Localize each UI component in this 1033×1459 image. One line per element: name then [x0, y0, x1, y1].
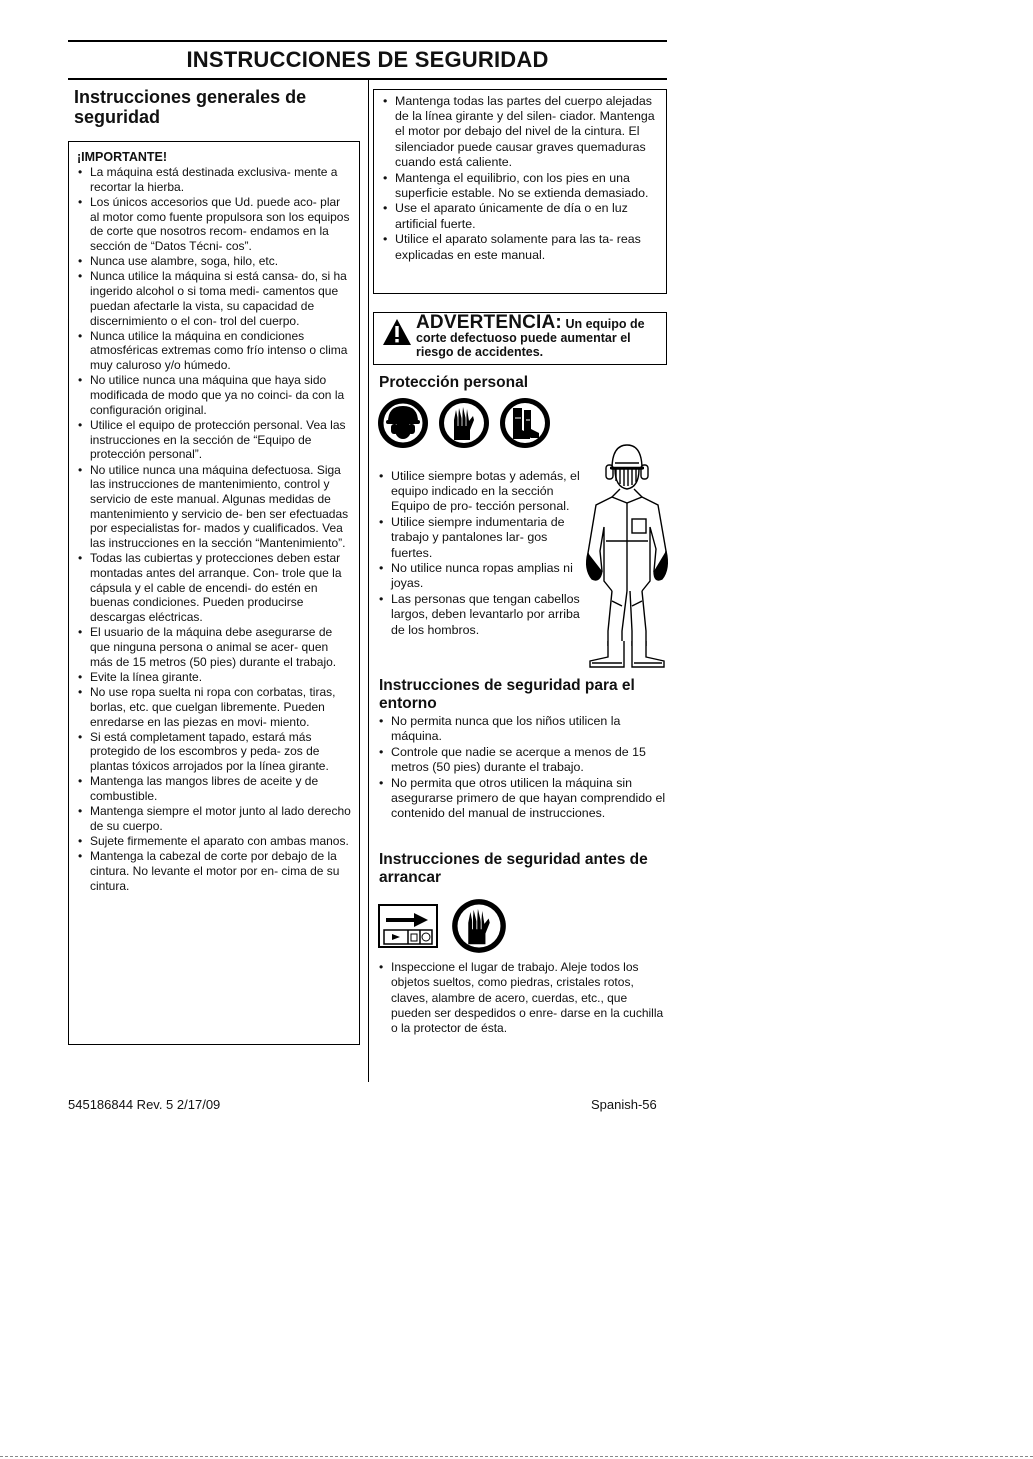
list-item: • Nunca use alambre, soga, hilo, etc.: [77, 254, 351, 269]
part-number: 545186844 Rev. 5 2/17/09: [68, 1097, 221, 1112]
before-start-heading: Instrucciones de seguridad antes de arrancar: [379, 851, 648, 886]
warning-word: ADVERTENCIA:: [416, 312, 562, 333]
before-start-list-wrap: [378, 960, 668, 1037]
before-start-icons: [378, 897, 508, 955]
list-item: • No permita que otros utilicen la máquina sin asegurarse primero de que hayan comprendido el contenido del manual de instrucciones.: [378, 776, 668, 822]
environment-list: [378, 714, 668, 821]
list-item: • Mantenga las mangos libres de aceite y de combustible.: [77, 774, 351, 803]
personal-protection-list-wrap: [378, 469, 588, 638]
personal-protection-list: [378, 469, 588, 638]
environment-safety-heading: Instrucciones de seguridad para el entorno: [379, 677, 635, 712]
list-item: • No utilice nunca una máquina que haya sido modificada de modo que ya no coinci- da con la configuración original.: [77, 373, 351, 417]
warning-box: [373, 312, 667, 365]
general-safety-box: [68, 141, 360, 1045]
list-item: • Utilice siempre indumentaria de trabajo y pantalones lar- gos fuertes.: [378, 515, 588, 561]
list-item: • Nunca utilice la máquina en condiciones atmosféricas extremas como frío intenso o clima muy caluroso y/o húmedo.: [77, 329, 351, 373]
warning-icon: [382, 318, 416, 361]
list-item: • No permita nunca que los niños utilicen la máquina.: [378, 714, 668, 744]
warning-inline-text: Un equipo de: [565, 317, 645, 331]
warning-rest-text: corte defectuoso puede aumentar el riesgo de accidentes.: [416, 331, 631, 359]
gloves-icon: [437, 396, 491, 450]
protected-operator-figure: [582, 441, 672, 676]
list-item: • Sujete firmemente el aparato con ambas manos.: [77, 834, 351, 849]
list-item: • Mantenga el equilibrio, con los pies en una superficie estable. No se extienda demasiado.: [382, 171, 658, 201]
head-protection-icon: [376, 396, 430, 450]
list-item: • Mantenga todas las partes del cuerpo alejadas de la línea girante y del silen- ciador. Mantenga el motor por debajo del nivel de la cintura. El silenciador puede causar graves quemaduras cuando está caliente.: [382, 94, 658, 170]
before-start-list: [378, 960, 668, 1036]
page-header: [68, 40, 667, 80]
list-item: • Controle que nadie se acerque a menos de 15 metros (50 pies) durante el trabajo.: [378, 745, 668, 775]
list-item: • El usuario de la máquina debe asegurarse de que ninguna persona o animal se acer- quen más de 15 metros (50 pies) durante el trabajo.: [77, 625, 351, 669]
list-item: • Si está completament tapado, estará más protegido de los escombros y peda- zos de plantas tóxicos arrojados por la línea girante.: [77, 730, 351, 774]
list-item: • Utilice el aparato solamente para las ta- reas explicadas en este manual.: [382, 232, 658, 262]
important-label: ¡IMPORTANTE!: [77, 150, 168, 164]
list-item: • La máquina está destinada exclusiva- mente a recortar la hierba.: [77, 165, 351, 194]
warning-text: [416, 312, 660, 361]
list-item: • Todas las cubiertas y protecciones deben estar montadas antes del arranque. Con- trole que la cápsula y el cable de encendi- do estén en buenas condiciones. Pueden producirse descargas eléctricas.: [77, 551, 351, 625]
boots-icon: [498, 396, 552, 450]
body-safety-box: [373, 89, 667, 294]
list-item: • Nunca utilice la máquina si está cansa- do, si ha ingerido alcohol o si toma medi- camentos que puedan afectarle la vista, su capacidad de discernimiento o el con- trol del cuerpo.: [77, 269, 351, 328]
list-item: • Las personas que tengan cabellos largos, deben levantarlo por arriba de los hombros.: [378, 592, 588, 638]
general-safety-list: [77, 165, 351, 893]
personal-protection-heading: Protección personal: [379, 374, 529, 391]
list-item: • Use el aparato únicamente de día o en luz artificial fuerte.: [382, 201, 658, 231]
list-item: • Utilice siempre botas y además, el equipo indicado en la sección Equipo de pro- tección personal.: [378, 469, 588, 515]
page-number: Spanish-56: [591, 1097, 657, 1112]
list-item: • Mantenga la cabezal de corte por debajo de la cintura. No levante el motor por en- cima de su cintura.: [77, 849, 351, 893]
body-safety-list: [382, 94, 658, 263]
list-item: • Evite la línea girante.: [77, 670, 351, 685]
gloves-icon: [450, 897, 508, 955]
list-item: • Utilice el equipo de protección personal. Vea las instrucciones en la sección de “Equipo de protección personal”.: [77, 418, 351, 462]
general-safety-heading: Instrucciones generales de seguridad: [74, 87, 307, 127]
page-title: INSTRUCCIONES DE SEGURIDAD: [186, 47, 549, 72]
environment-list-wrap: [378, 714, 668, 822]
list-item: • Los únicos accesorios que Ud. puede aco- plar al motor como fuente propulsora son los equipos de corte que nosotros recom- endamos en la sección de “Datos Técni- cos”.: [77, 195, 351, 254]
list-item: • No use ropa suelta ni ropa con corbatas, tiras, borlas, etc. que cuelgan libremente. Pueden enredarse en las piezas en movi- miento.: [77, 685, 351, 729]
page-edge: [0, 1456, 1033, 1457]
list-item: • Inspeccione el lugar de trabajo. Aleje todos los objetos sueltos, como piedras, cristales rotos, claves, alambre de acero, cuerdas, etc., que pueden ser despedidos o enre- darse en la cuchilla o la protector de ésta.: [378, 960, 668, 1036]
list-item: • No utilice nunca ropas amplias ni joyas.: [378, 561, 588, 591]
list-item: • Mantenga siempre el motor junto al lado derecho de su cuerpo.: [77, 804, 351, 833]
list-item: • No utilice nunca una máquina defectuosa. Siga las instrucciones de mantenimiento, control y servicio de este manual. Algunas medidas de mantenimiento y servicio de- ben ser efectuadas por especialistas for- mados y cualificados. Vea las instrucciones en la sección “Mantenimiento”.: [77, 463, 351, 551]
ppe-icons: [376, 396, 552, 450]
column-divider: [368, 80, 369, 1082]
start-procedure-icon: [378, 904, 438, 948]
